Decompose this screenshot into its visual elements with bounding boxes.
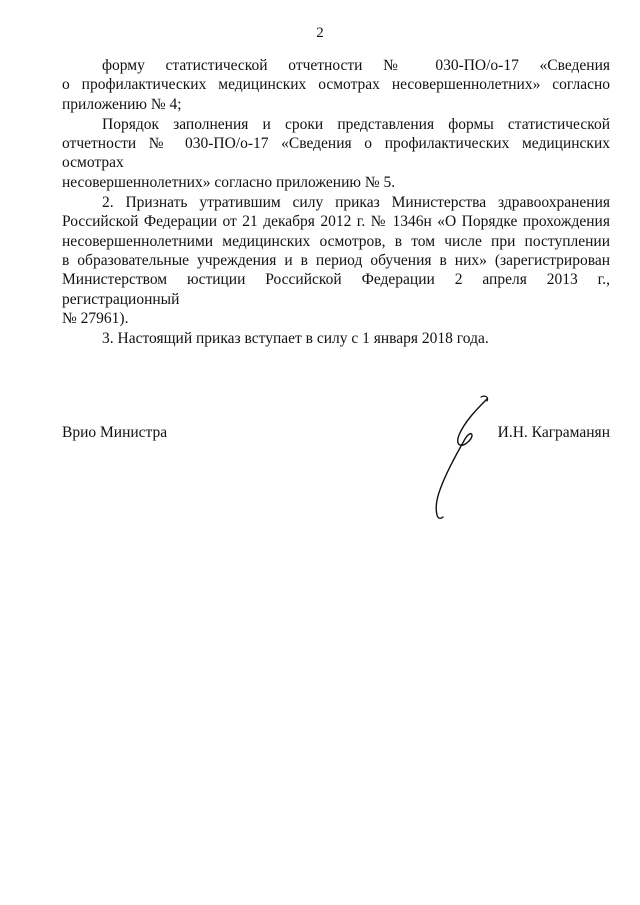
signatory-title: Врио Министра [62,424,168,441]
text-line: Порядок заполнения и сроки представления формы статистической [102,115,610,133]
signature-stroke [436,399,487,518]
text-line: Российской Федерации от 21 декабря 2012 г. № 1346н «О Порядке прохождения [62,213,610,231]
text-line: Министерством юстиции Российской Федерации 2 апреля 2013 г., регистрационный [62,271,610,308]
text-line: о профилактических медицинских осмотрах несовершеннолетних» согласно [62,76,610,94]
text-line: несовершеннолетними медицинских осмотров, в том числе при поступлении [62,232,610,250]
paragraph-procedure [62,115,610,192]
handwritten-signature [425,395,505,525]
document-body [62,56,610,348]
text-line: 3. Настоящий приказ вступает в силу с 1 января 2018 года. [102,330,489,348]
paragraph-effective-date [62,329,610,348]
paragraph-repeal [62,193,610,328]
text-line: № 27961). [62,309,129,327]
text-line: в образовательные учреждения и в период обучения в них» (зарегистрирован [62,251,610,269]
text-line: отчетности № 030-ПО/о-17 «Сведения о профилактических медицинских осмотрах [62,135,610,172]
text-line: 2. Признать утратившим силу приказ Министерства здравоохранения [102,194,610,212]
text-line: приложению № 4; [62,95,182,113]
signatory-name: И.Н. Каграманян [497,424,610,441]
paragraph-form-030 [62,56,610,114]
text-line: несовершеннолетних» согласно приложению № 5. [62,173,396,191]
page-number: 2 [316,25,324,41]
text-line: форму статистической отчетности № 030-ПО/о-17 «Сведения [102,57,610,74]
